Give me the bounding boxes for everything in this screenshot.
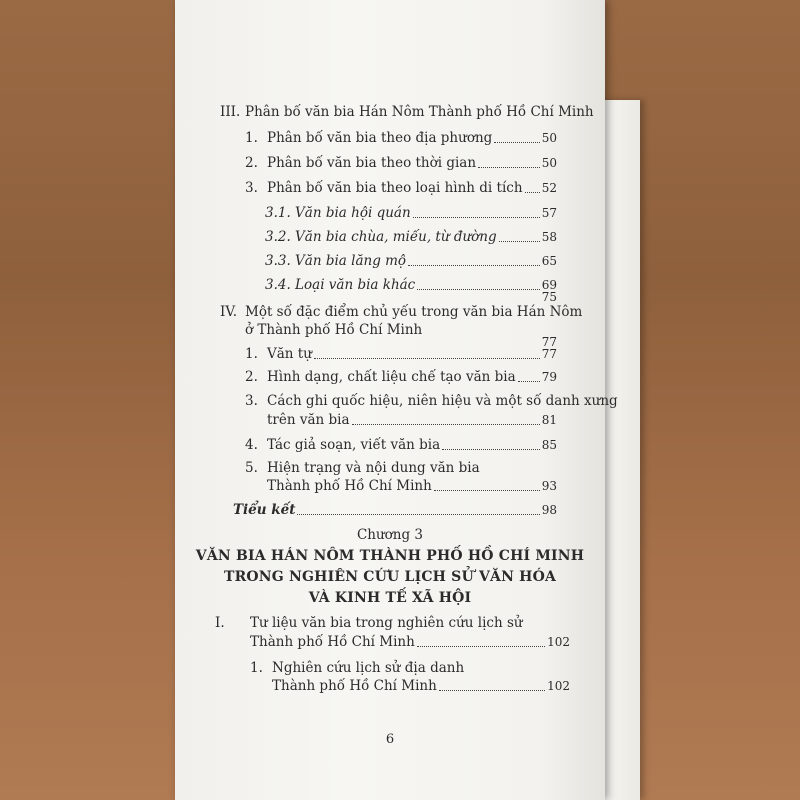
section-iii-heading (220, 104, 594, 120)
toc-entry[interactable] (245, 369, 557, 385)
entry-page: 102 (547, 679, 570, 693)
entry-number: 3. (245, 180, 258, 196)
entry-page: 85 (541, 438, 557, 452)
toc-entry[interactable] (245, 155, 557, 171)
section-title-line1: Một số đặc điểm chủ yếu trong văn bia Hán Nôm (245, 304, 583, 320)
entry-page: 93 (541, 479, 557, 493)
entry-title-line1: Hiện trạng và nội dung văn bia (267, 460, 480, 476)
toc-subentry[interactable] (265, 253, 557, 269)
subentry-title: 3.1. Văn bia hội quán (265, 205, 411, 221)
dot-leader (478, 167, 540, 168)
chapter-title-line1: VĂN BIA HÁN NÔM THÀNH PHỐ HỒ CHÍ MINH (195, 548, 585, 564)
entry-title-line1: Nghiên cứu lịch sử địa danh (272, 660, 465, 676)
toc-entry-line1 (250, 660, 464, 676)
entry-title-line2: Thành phố Hồ Chí Minh (267, 478, 432, 494)
entry-page: 50 (541, 131, 557, 145)
entry-number: 5. (245, 460, 258, 476)
dot-leader (408, 265, 540, 266)
section-number: III. (220, 104, 241, 120)
section-title-line2: ở Thành phố Hồ Chí Minh (245, 322, 423, 338)
summary-page: 98 (541, 503, 557, 517)
entry-number: 1. (250, 660, 263, 676)
subentry-page: 69 (541, 278, 557, 292)
toc-entry[interactable] (245, 346, 557, 362)
entry-title-line2: trên văn bia (267, 412, 350, 428)
entry-page: 50 (541, 156, 557, 170)
section-title-line1: Tư liệu văn bia trong nghiên cứu lịch sử (250, 615, 523, 631)
dot-leader (518, 381, 540, 382)
subentry-page: 65 (541, 254, 557, 268)
toc-entry[interactable] (272, 678, 570, 694)
toc-entry[interactable] (267, 412, 557, 428)
entry-title-line2: Thành phố Hồ Chí Minh (272, 678, 437, 694)
toc-entry[interactable] (267, 478, 557, 494)
entry-number: 4. (245, 437, 258, 453)
summary-title: Tiểu kết (233, 502, 296, 518)
section-number: IV. (220, 304, 238, 320)
entry-title: Phân bố văn bia theo địa phương (267, 130, 493, 146)
subentry-title: 3.2. Văn bia chùa, miếu, từ đường (265, 229, 497, 245)
subentry-title: 3.4. Loại văn bia khác (265, 277, 416, 293)
dot-leader (494, 142, 539, 143)
entry-title: Tác giả soạn, viết văn bia (267, 437, 441, 453)
section-i-heading (215, 615, 523, 631)
toc-summary[interactable] (233, 502, 557, 518)
entry-title: Văn tự (267, 346, 312, 362)
entry-title-line1: Cách ghi quốc hiệu, niên hiệu và một số danh xưng (267, 393, 618, 409)
toc-entry[interactable] (250, 634, 570, 650)
entry-number: 1. (245, 346, 258, 362)
section-iii-end-page: 75 (541, 290, 557, 304)
section-iv-heading (220, 304, 582, 320)
section-number: I. (215, 615, 225, 631)
chapter-title-line3: VÀ KINH TẾ XÃ HỘI (308, 590, 472, 606)
section-iv-title-line2[interactable] (245, 322, 557, 349)
chapter-title-line2: TRONG NGHIÊN CỨU LỊCH SỬ VĂN HÓA (223, 569, 557, 585)
dot-leader (314, 358, 540, 359)
toc-subentry[interactable] (265, 205, 557, 221)
toc-entry-line1 (245, 393, 618, 409)
subentry-page: 57 (541, 206, 557, 220)
entry-number: 2. (245, 155, 258, 171)
toc-subentry[interactable] (265, 229, 557, 245)
entry-title: Hình dạng, chất liệu chế tạo văn bia (267, 369, 516, 385)
dot-leader (434, 490, 540, 491)
entry-number: 3. (245, 393, 258, 409)
toc-entry-line1 (245, 460, 480, 476)
subentry-page: 58 (541, 230, 557, 244)
dot-leader (417, 646, 545, 647)
entry-page: 79 (541, 370, 557, 384)
dot-leader (442, 449, 540, 450)
dot-leader (499, 241, 540, 242)
subentry-title: 3.3. Văn bia lăng mộ (265, 253, 407, 269)
entry-title: Phân bố văn bia theo thời gian (267, 155, 477, 171)
toc-entry[interactable] (245, 130, 557, 146)
dot-leader (439, 690, 545, 691)
entry-page: 77 (541, 347, 557, 361)
entry-title: Phân bố văn bia theo loại hình di tích (267, 180, 523, 196)
section-title: Phân bố văn bia Hán Nôm Thành phố Hồ Chí Minh (245, 104, 594, 120)
toc-entry[interactable] (245, 437, 557, 453)
chapter-label: Chương 3 (356, 527, 424, 543)
dot-leader (352, 424, 540, 425)
dot-leader (413, 217, 540, 218)
entry-number: 1. (245, 130, 258, 146)
section-i-page: 102 (547, 635, 570, 649)
section-iii-end (375, 289, 557, 305)
dot-leader (525, 192, 540, 193)
page-number: 6 (385, 732, 395, 747)
dot-leader (297, 514, 539, 515)
entry-page: 52 (541, 181, 557, 195)
book-page (175, 0, 618, 800)
toc-entry[interactable] (245, 180, 557, 196)
section-title-line2: Thành phố Hồ Chí Minh (250, 634, 415, 650)
entry-page: 81 (541, 413, 557, 427)
section-iv-page: 77 (541, 335, 557, 349)
entry-number: 2. (245, 369, 258, 385)
